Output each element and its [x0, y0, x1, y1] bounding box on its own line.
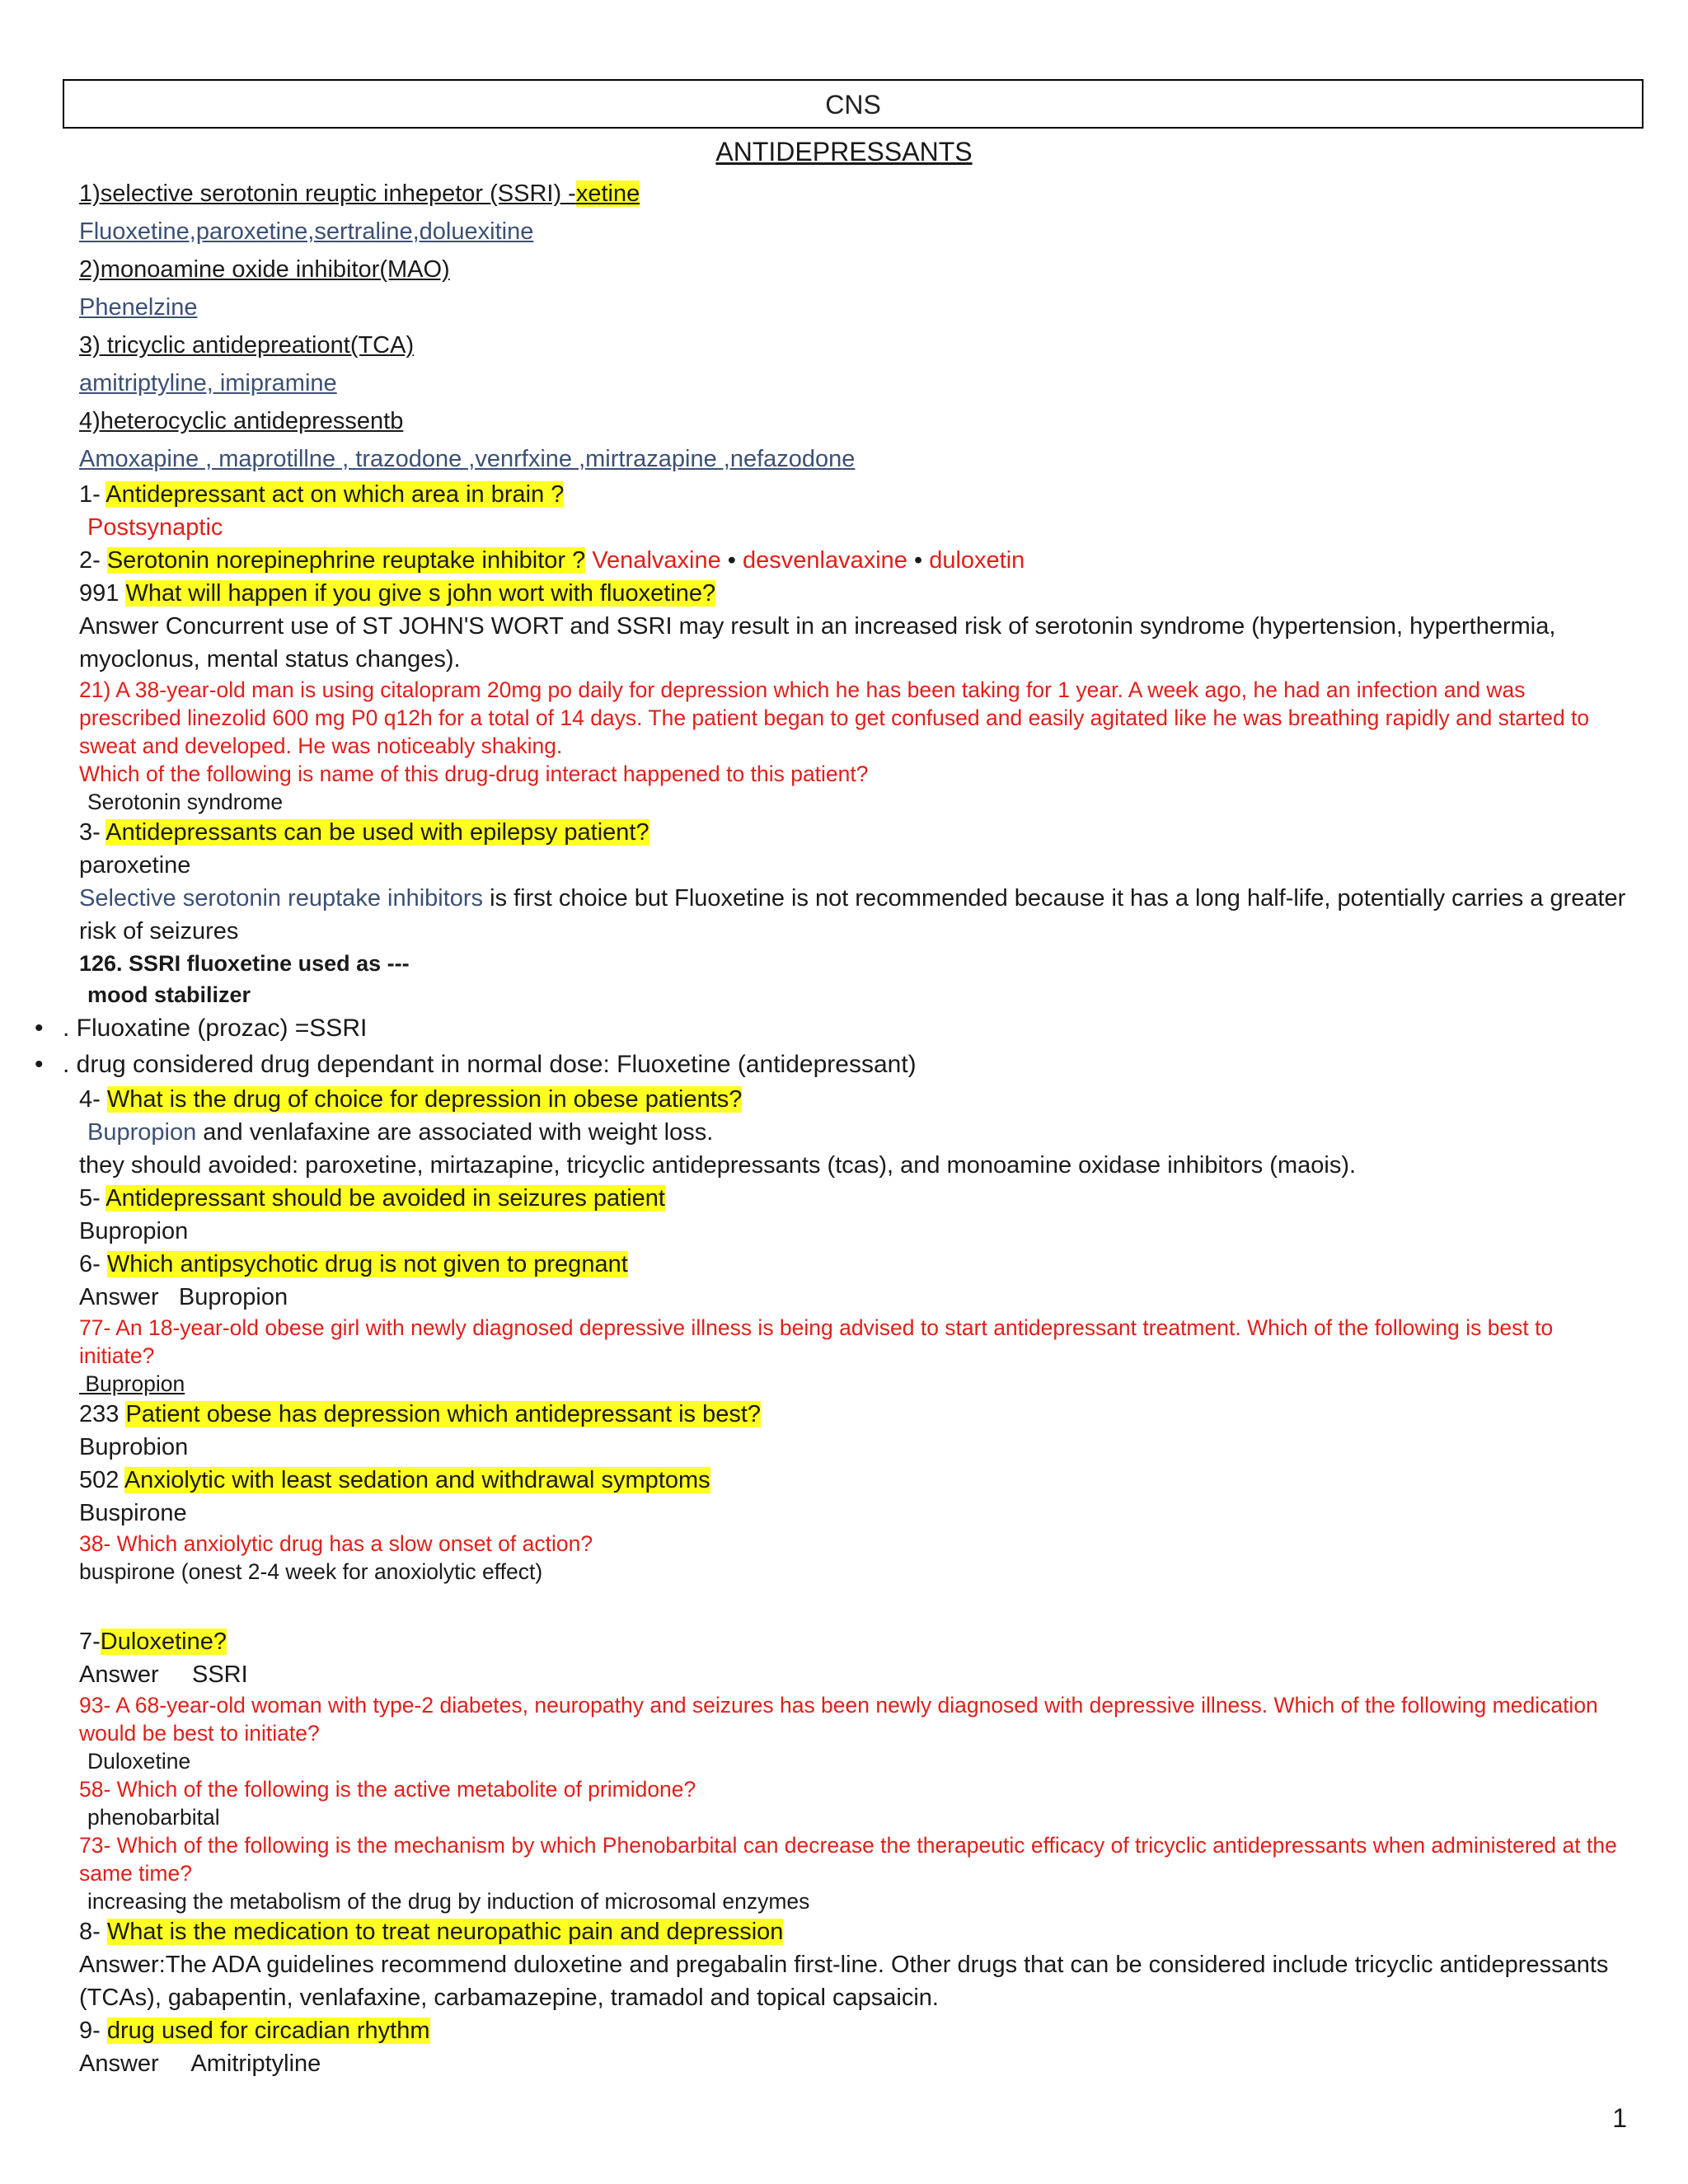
question-21-part2: Which of the following is name of this drug-drug interact happened to this patient? [79, 762, 869, 786]
section-title: ANTIDEPRESSANTS [715, 137, 973, 166]
spacer [79, 1586, 1629, 1625]
answer-8: Answer:The ADA guidelines recommend duloxetine and pregabalin first-line. Other drugs that can be considered include tricyclic antidepressants (TCAs), gabapentin, venlafaxine, carbamazepine, tramadol and topical capsaicin. [79, 1952, 1609, 2011]
answer-4-avoid: they should avoided: paroxetine, mirtazapine, tricyclic antidepressants (tcas), and monoamine oxidase inhibitors (maois). [79, 1152, 1357, 1179]
answer-58: phenobarbital [87, 1805, 220, 1830]
question-8: 8- What is the medication to treat neuropathic pain and depression [79, 1919, 784, 1945]
answer-7: Answer SSRI [79, 1661, 248, 1688]
answer-9: Answer Amitriptyline [79, 2050, 321, 2077]
answer-38: buspirone (onest 2-4 week for anoxiolytic effect) [79, 1559, 543, 1584]
question-4: 4- What is the drug of choice for depression in obese patients? [79, 1086, 743, 1113]
answer-502: Buspirone [79, 1500, 187, 1526]
class-ssri: 1)selective serotonin reuptic inhepetor (SSRI) -xetine [79, 180, 640, 207]
question-77: 77- An 18-year-old obese girl with newly diagnosed depressive illness is being advised to start antidepressant treatment. Which of the following is best to initiate? [79, 1315, 1554, 1368]
answer-3: paroxetine [79, 852, 191, 879]
page-number: 1 [1612, 2103, 1627, 2133]
question-58: 58- Which of the following is the active metabolite of primidone? [79, 1777, 696, 1802]
question-2: 2- Serotonin norepinephrine reuptake inhibitor ? Venalvaxine • desvenlavaxine • duloxetin [79, 547, 1025, 574]
question-233: 233 Patient obese has depression which antidepressant is best? [79, 1401, 762, 1427]
class-mao-drugs: Phenelzine [79, 294, 198, 321]
answer-5: Bupropion [79, 1218, 189, 1244]
answer-21: Serotonin syndrome [87, 790, 284, 814]
answer-991: Answer Concurrent use of ST JOHN'S WORT and SSRI may result in an increased risk of serotonin syndrome (hypertension, hyperthermia, myoclonus, mental status changes). [79, 613, 1556, 673]
question-93: 93- A 68-year-old woman with type-2 diabetes, neuropathy and seizures has been newly diagnosed with depressive illness. Which of the following medication would be best to initiate? [79, 1693, 1598, 1746]
answer-6: Answer Bupropion [79, 1284, 288, 1310]
class-heterocyclic: 4)heterocyclic antidepressentb [79, 408, 404, 434]
class-mao: 2)monoamine oxide inhibitor(MAO) [79, 256, 450, 283]
document-body [63, 175, 1629, 2080]
question-7: 7-Duloxetine? [79, 1629, 227, 1655]
question-9: 9- drug used for circadian rhythm [79, 2018, 430, 2044]
question-38: 38- Which anxiolytic drug has a slow onset of action? [79, 1531, 593, 1556]
class-heterocyclic-drugs: Amoxapine , maprotillne , trazodone ,venrfxine ,mirtrazapine ,nefazodone [79, 446, 856, 472]
answer-93: Duloxetine [87, 1749, 191, 1774]
question-126: 126. SSRI fluoxetine used as --- [79, 951, 410, 976]
answer-126: mood stabilizer [87, 982, 251, 1007]
answer-77: Bupropion [79, 1371, 185, 1396]
class-tca: 3) tricyclic antidepreationt(TCA) [79, 332, 415, 359]
question-502: 502 Anxiolytic with least sedation and withdrawal symptoms [79, 1467, 710, 1493]
page-title: CNS [825, 90, 881, 120]
question-991: 991 What will happen if you give s john wort with fluoxetine? [79, 580, 716, 607]
question-3: 3- Antidepressants can be used with epilepsy patient? [79, 819, 649, 846]
answer-73: increasing the metabolism of the drug by induction of microsomal enzymes [87, 1889, 810, 1914]
answer-4: Bupropion and venlafaxine are associated with weight loss. [87, 1119, 714, 1146]
bullet-item: • . Fluoxatine (prozac) =SSRI [35, 1010, 1629, 1047]
answer-1: Postsynaptic [87, 514, 223, 541]
question-1: 1- Antidepressant act on which area in brain ? [79, 481, 565, 508]
question-73: 73- Which of the following is the mechanism by which Phenobarbital can decrease the therapeutic efficacy of tricyclic antidepressants when administered at the same time? [79, 1833, 1617, 1886]
bullet-item: • . drug considered drug dependant in normal dose: Fluoxetine (antidepressant) [35, 1047, 1629, 1083]
question-21: 21) A 38-year-old man is using citalopram 20mg po daily for depression which he has been taking for 1 year. A week ago, he had an infection and was prescribed linezolid 600 mg P0 q12h for a total of 14 days. The patient began to get confused and easily agitated like he was breathing rapidly and started to sweat and developed. He was noticeably shaking. [79, 677, 1590, 758]
question-5: 5- Antidepressant should be avoided in seizures patient [79, 1185, 665, 1212]
class-tca-drugs: amitriptyline, imipramine [79, 370, 337, 396]
question-6: 6- Which antipsychotic drug is not given to pregnant [79, 1251, 628, 1277]
page-title-box [63, 79, 1643, 129]
answer-233: Buprobion [79, 1434, 189, 1460]
class-ssri-drugs: Fluoxetine,paroxetine,sertraline,doluexitine [79, 218, 534, 245]
answer-3-note: Selective serotonin reuptake inhibitors is first choice but Fluoxetine is not recommended because it has a long half-life, potentially carries a greater risk of seizures [79, 885, 1626, 944]
